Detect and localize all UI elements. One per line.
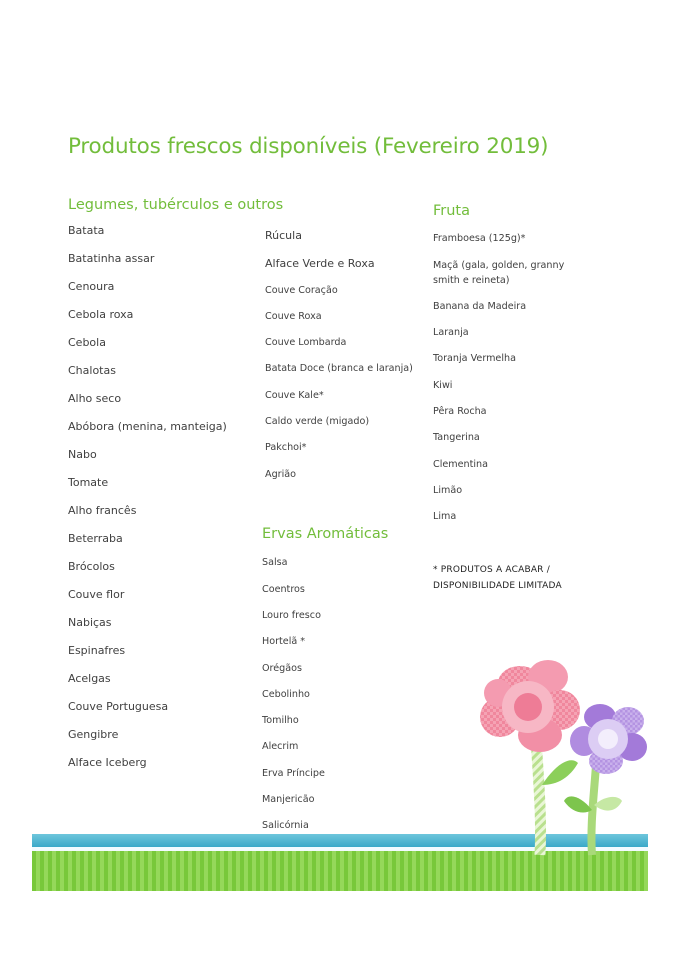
list-item: Lima [433,511,457,522]
list-item: Alho francês [68,504,137,517]
purple-flower-icon [570,704,647,774]
list-item: Cebola [68,336,106,349]
list-item: Alecrim [262,741,299,752]
legumes-heading: Legumes, tubérculos e outros [68,197,284,213]
list-item: Pêra Rocha [433,406,487,417]
purple-flower-stem-icon [564,765,622,855]
list-item: Agrião [265,469,297,480]
list-item: Nabiças [68,616,112,629]
list-item: Clementina [433,459,488,470]
ervas-heading: Ervas Aromáticas [262,526,389,542]
list-item: Batatinha assar [68,252,155,265]
list-item: Limão [433,485,463,496]
list-item: Batata [68,224,105,237]
list-item: Kiwi [433,380,453,391]
list-item: Tomate [68,476,109,489]
list-item: Framboesa (125g)* [433,233,526,244]
list-item: Orégãos [262,663,303,674]
list-item: Cenoura [68,280,115,293]
fruta-heading: Fruta [433,203,471,219]
list-item: Couve Portuguesa [68,700,169,713]
list-item: Couve Roxa [265,311,322,322]
list-item: Salsa [262,557,288,568]
list-item: Alho seco [68,392,122,405]
list-item: Banana da Madeira [433,301,527,312]
list-item: Beterraba [68,532,123,545]
list-item: Salicórnia [262,820,309,831]
list-item: Laranja [433,327,469,338]
list-item: Batata Doce (branca e laranja) [265,363,413,374]
list-item: Hortelã * [262,636,306,647]
list-item: Couve Lombarda [265,337,347,348]
list-item: Coentros [262,584,305,595]
list-item: Alface Verde e Roxa [265,257,375,270]
list-item: Tomilho [262,715,299,726]
list-item: Couve flor [68,588,125,601]
list-item: Couve Kale* [265,390,324,401]
list-item: Tangerina [433,432,480,443]
flowers-illustration [460,655,660,860]
list-item: Erva Príncipe [262,768,325,779]
pink-flower-stem-icon [536,737,578,855]
pink-flower-icon [480,660,580,752]
list-item: Couve Coração [265,285,338,296]
list-item: Rúcula [265,229,302,242]
list-item: Brócolos [68,560,115,573]
list-item: Pakchoi* [265,442,307,453]
list-item: Manjericão [262,794,315,805]
page-title: Produtos frescos disponíveis (Fevereiro 2019) [68,134,549,159]
list-item: Louro fresco [262,610,321,621]
list-item: Nabo [68,448,97,461]
list-item: Toranja Vermelha [433,353,516,364]
list-item: Gengibre [68,728,119,741]
availability-note: * PRODUTOS A ACABAR / DISPONIBILIDADE LIMITADA [433,565,562,591]
list-item: Abóbora (menina, manteiga) [68,420,227,433]
list-item: Cebolinho [262,689,310,700]
list-item: Caldo verde (migado) [265,416,370,427]
list-item: Alface Iceberg [68,756,147,769]
list-item: Acelgas [68,672,111,685]
list-item: Cebola roxa [68,308,134,321]
list-item: Espinafres [68,644,126,657]
list-item: Chalotas [68,364,116,377]
list-item: Maçã (gala, golden, granny smith e reineta) [433,260,565,286]
